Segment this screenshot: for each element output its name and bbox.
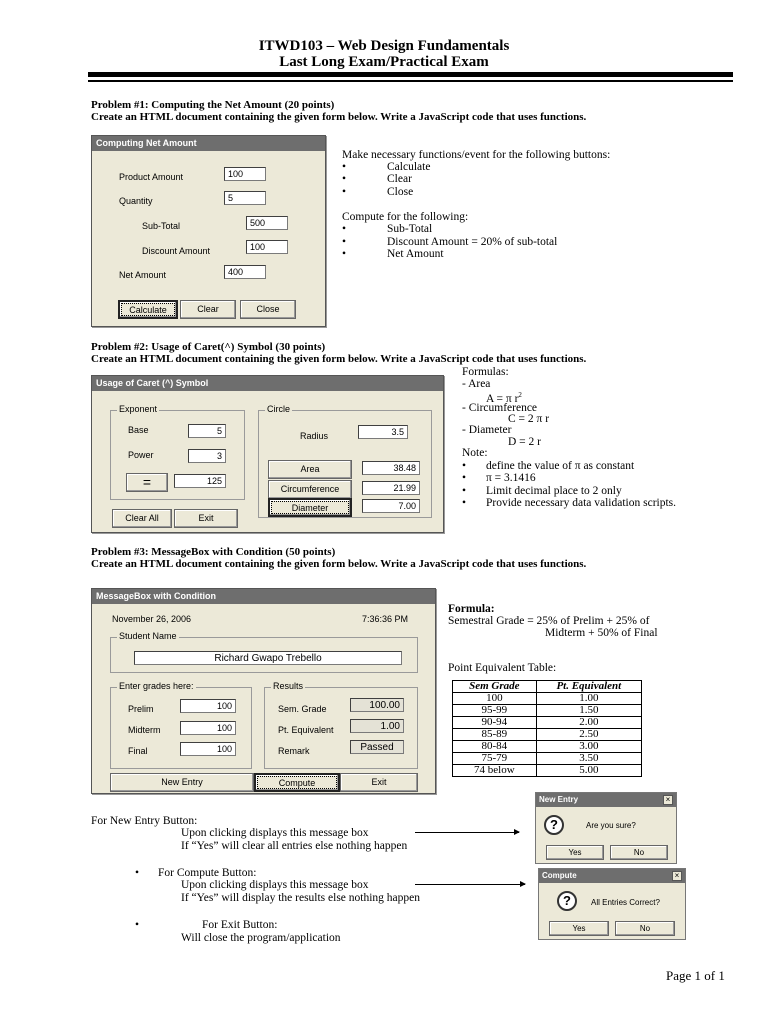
exit-line1: Will close the program/application — [181, 932, 341, 944]
midterm-label: Midterm — [128, 725, 161, 735]
header-rule-thin — [88, 80, 733, 82]
table-cell: 2.50 — [536, 729, 641, 741]
msgbox-text: Are you sure? — [586, 821, 636, 830]
prelim-label: Prelim — [128, 704, 154, 714]
yes-button[interactable]: Yes — [549, 921, 609, 936]
caret-window — [91, 375, 444, 533]
page-number: Page 1 of 1 — [666, 968, 725, 983]
sem-grade-label: Sem. Grade — [278, 704, 327, 714]
problem2-instruction: Create an HTML document containing the given form below. Write a JavaScript code that uses functions. — [91, 353, 587, 365]
problem1-instruction: Create an HTML document containing the given form below. Write a JavaScript code that uses functions. — [91, 111, 587, 123]
diameter-input[interactable]: 7.00 — [362, 499, 420, 513]
exponent-group: Exponent — [110, 410, 245, 500]
base-label: Base — [128, 425, 149, 435]
formulas-label: Formulas: — [462, 366, 509, 378]
compute-line2: If “Yes” will display the results else nothing happen — [181, 892, 421, 904]
table-row — [453, 717, 642, 729]
radius-input[interactable]: 3.5 — [358, 425, 408, 439]
quantity-label: Quantity — [119, 196, 153, 206]
table-cell: 85-89 — [453, 729, 537, 741]
compute-intro: Compute for the following: — [342, 211, 469, 223]
new-entry-msgbox — [535, 792, 677, 864]
new-entry-line2: If “Yes” will clear all entries else nothing happen — [181, 840, 408, 852]
no-button[interactable]: No — [610, 845, 668, 860]
circ-formula-label: - Circumference — [462, 402, 538, 414]
compute-line1: Upon clicking displays this message box — [181, 879, 369, 891]
net-amount-window — [91, 135, 326, 327]
remark-label: Remark — [278, 746, 310, 756]
result-input[interactable]: 125 — [174, 474, 226, 488]
clear-all-button[interactable]: Clear All — [112, 509, 172, 528]
grades-group: Enter grades here: — [110, 687, 252, 769]
point-equivalent-table — [452, 680, 642, 777]
problem3-heading: Problem #3: MessageBox with Condition (50 points) — [91, 546, 336, 558]
date-label: November 26, 2006 — [112, 614, 192, 624]
pt-equiv-label: Pt. Equivalent — [278, 725, 334, 735]
table-header: Pt. Equivalent — [536, 681, 641, 693]
table-row — [453, 705, 642, 717]
new-entry-line1: Upon clicking displays this message box — [181, 827, 369, 839]
power-input[interactable]: 3 — [188, 449, 226, 463]
table-row — [453, 693, 642, 705]
table-header: Sem Grade — [453, 681, 537, 693]
student-name-input[interactable]: Richard Gwapo Trebello — [134, 651, 402, 665]
final-input[interactable]: 100 — [180, 742, 236, 756]
table-cell: 3.50 — [536, 753, 641, 765]
close-icon[interactable]: × — [672, 871, 682, 881]
question-icon: ? — [544, 815, 564, 835]
clear-button[interactable]: Clear — [180, 300, 236, 319]
table-cell: 1.50 — [536, 705, 641, 717]
compute-button[interactable]: Compute — [254, 773, 340, 792]
table-cell: 75-79 — [453, 753, 537, 765]
base-input[interactable]: 5 — [188, 424, 226, 438]
calculate-button[interactable]: Calculate — [118, 300, 178, 319]
table-cell: 1.00 — [536, 693, 641, 705]
circ-formula: C = 2 π r — [508, 413, 550, 425]
messagebox-window — [91, 588, 436, 794]
window-title: MessageBox with Condition — [92, 589, 435, 604]
arrow-to-compute-box — [415, 884, 525, 885]
area-formula-label: - Area — [462, 378, 491, 390]
table-cell: 5.00 — [536, 765, 641, 777]
product-amount-label: Product Amount — [119, 172, 184, 182]
exit-button[interactable]: Exit — [174, 509, 238, 528]
area-formula: A = π $r^2$ — [486, 391, 522, 405]
exam-title: Last Long Exam/Practical Exam — [279, 54, 489, 70]
problem2-heading: Problem #2: Usage of Caret(^) Symbol (30 points) — [91, 341, 326, 353]
table-cell: 100 — [453, 693, 537, 705]
diam-formula-label: - Diameter — [462, 424, 512, 436]
msgbox-title: Compute — [539, 869, 685, 883]
table-row — [453, 729, 642, 741]
compute-msgbox — [538, 868, 686, 940]
discount-input[interactable]: 100 — [246, 240, 288, 254]
area-button[interactable]: Area — [268, 460, 352, 479]
table-cell: 80-84 — [453, 741, 537, 753]
area-input[interactable]: 38.48 — [362, 461, 420, 475]
sem-grade-output: 100.00 — [350, 698, 404, 712]
results-group: Results — [264, 687, 418, 769]
course-title: ITWD103 – Web Design Fundamentals — [258, 38, 510, 54]
formula-line1: Semestral Grade = 25% of Prelim + 25% of — [448, 615, 650, 627]
table-title: Point Equivalent Table: — [448, 662, 557, 674]
diam-formula: D = 2 r — [508, 436, 541, 448]
close-button[interactable]: Close — [240, 300, 296, 319]
table-header-row — [453, 681, 642, 693]
table-cell: 90-94 — [453, 717, 537, 729]
diameter-button[interactable]: Diameter — [268, 498, 352, 517]
prelim-input[interactable]: 100 — [180, 699, 236, 713]
window-title: Computing Net Amount — [92, 136, 325, 151]
table-cell: 74 below — [453, 765, 537, 777]
subtotal-input[interactable]: 500 — [246, 216, 288, 230]
formula-label: Formula: — [448, 603, 495, 615]
problem1-heading: Problem #1: Computing the Net Amount (20 points) — [91, 99, 335, 111]
no-button[interactable]: No — [615, 921, 675, 936]
product-amount-input[interactable]: 100 — [224, 167, 266, 181]
problem3-instruction: Create an HTML document containing the given form below. Write a JavaScript code that uses functions. — [91, 558, 587, 570]
discount-label: Discount Amount — [142, 246, 211, 256]
formula-line2: Midterm + 50% of Final — [545, 627, 658, 639]
final-label: Final — [128, 746, 148, 756]
net-amount-label: Net Amount — [119, 270, 167, 280]
circumference-button[interactable]: Circumference — [268, 480, 352, 499]
notes-intro: Make necessary functions/event for the following buttons: — [342, 149, 611, 161]
note-label: Note: — [462, 447, 488, 459]
pt-equiv-output: 1.00 — [350, 719, 404, 733]
table-row — [453, 753, 642, 765]
circumference-input[interactable]: 21.99 — [362, 481, 420, 495]
remark-output: Passed — [350, 740, 404, 754]
equals-button[interactable]: = — [126, 473, 168, 492]
arrow-to-new-entry-box — [415, 832, 519, 833]
question-icon: ? — [557, 891, 577, 911]
radius-label: Radius — [300, 431, 329, 441]
subtotal-label: Sub-Total — [142, 221, 181, 231]
table-row — [453, 741, 642, 753]
header-rule-thick — [88, 72, 733, 77]
student-group: Student Name — [110, 637, 418, 673]
table-cell: 95-99 — [453, 705, 537, 717]
msgbox-text: All Entries Correct? — [591, 898, 660, 907]
table-cell: 2.00 — [536, 717, 641, 729]
time-label: 7:36:36 PM — [362, 614, 409, 624]
msgbox-title: New Entry — [536, 793, 676, 807]
new-entry-button[interactable]: New Entry — [110, 773, 254, 792]
window-title: Usage of Caret (^) Symbol — [92, 376, 443, 391]
net-amount-input[interactable]: 400 — [224, 265, 266, 279]
exit-button[interactable]: Exit — [340, 773, 418, 792]
close-icon[interactable]: × — [663, 795, 673, 805]
midterm-input[interactable]: 100 — [180, 721, 236, 735]
table-row — [453, 765, 642, 777]
new-entry-heading: For New Entry Button: — [91, 815, 198, 827]
yes-button[interactable]: Yes — [546, 845, 604, 860]
power-label: Power — [128, 450, 154, 460]
table-cell: 3.00 — [536, 741, 641, 753]
circle-group: Circle — [258, 410, 432, 518]
quantity-input[interactable]: 5 — [224, 191, 266, 205]
